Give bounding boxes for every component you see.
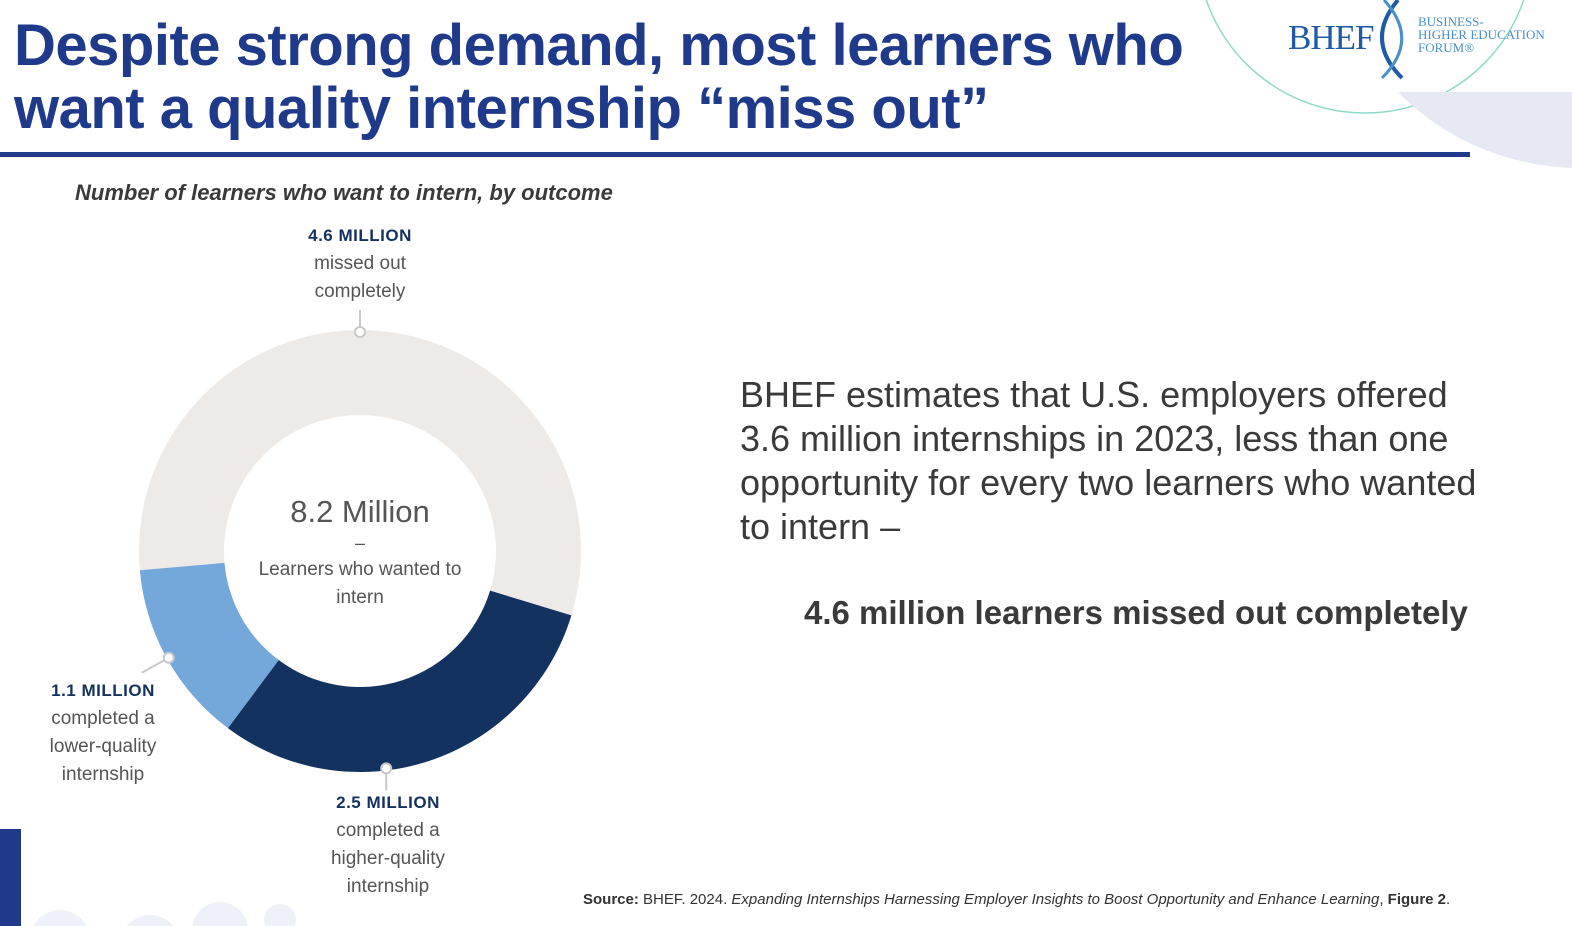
source-end: . [1446,891,1451,908]
leader-dot-missed [355,327,365,337]
center-dash: – [354,533,365,553]
callout-higher [298,789,478,901]
left-accent-bar [0,829,21,926]
bhef-logo [1286,0,1572,80]
source-figure: Figure 2 [1387,891,1447,908]
slice-label: completed a higher-quality internship [330,820,446,897]
donut-slice-higher [228,591,571,772]
slice-amount: 2.5 MILLION [336,793,440,812]
logo-wordmark: BHEF [1288,18,1374,57]
donut-center-label [250,490,470,612]
body-text: BHEF estimates that U.S. employers offered 3.6 million internships in 2023, less than one opportunity for every two learners who wanted to intern – [740,374,1477,547]
source-sep: , [1379,891,1388,908]
logo-line: FORUM® [1418,40,1475,55]
slice-label: missed out completely [314,253,406,302]
highlight-text: 4.6 million learners missed out completely [804,594,1468,631]
slice-label: completed a lower-quality internship [49,708,157,785]
center-value: 8.2 Million [290,494,430,529]
leader-dot-higher [381,763,391,773]
slice-amount: 4.6 MILLION [308,226,412,245]
source-title: Expanding Internships Harnessing Employer Insights to Boost Opportunity and Enhance Learning [731,891,1380,908]
source-label: Source: [583,891,639,908]
leader-dot-lower [164,653,174,663]
slice-amount: 1.1 MILLION [51,681,155,700]
logo-line: HIGHER EDUCATION [1418,27,1545,42]
callout-missed [260,222,460,306]
chart-title: Number of learners who want to intern, by outcome [75,180,613,205]
source-citation [583,891,1450,908]
logo-subtitle [1418,15,1545,54]
logo-helix-icon [1370,0,1416,80]
source-text: BHEF. 2024. [638,891,732,908]
center-text: Learners who wanted to intern [258,559,462,608]
logo-line: BUSINESS- [1418,14,1484,29]
callout-lower [18,677,188,789]
slide-title: Despite strong demand, most learners who want a quality internship “miss out” [14,13,1184,141]
